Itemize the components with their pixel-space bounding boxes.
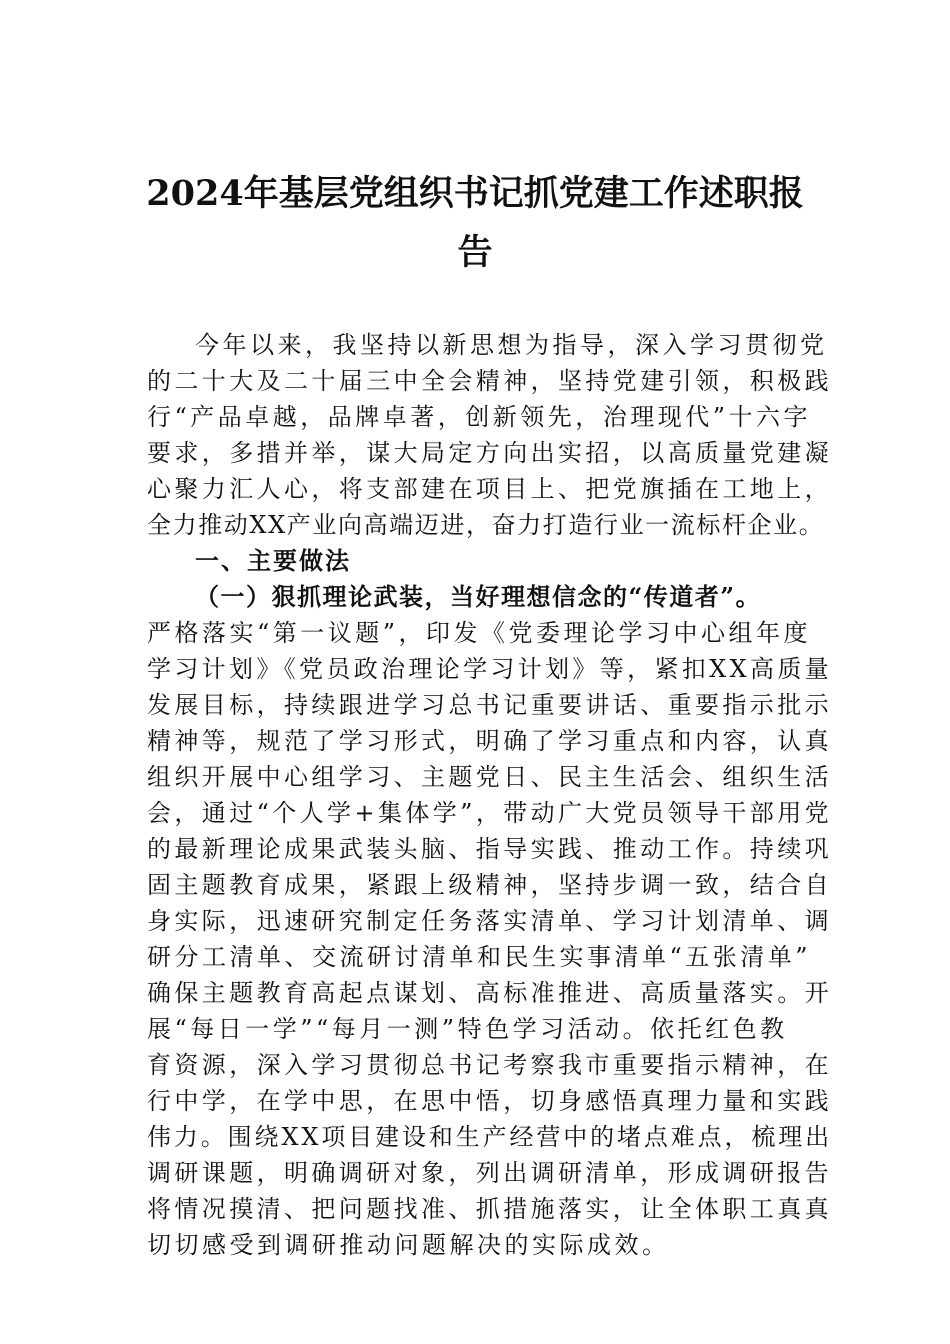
intro-line: 心聚力汇人心，将支部建在项目上、把党旗插在工地上， xyxy=(147,475,832,503)
paragraph-line: 精神等，规范了学习形式，明确了学习重点和内容，认真 xyxy=(147,727,832,755)
document-title-line-2: 告 xyxy=(457,232,493,273)
paragraph-line: 发展目标，持续跟进学习总书记重要讲话、重要指示批示 xyxy=(147,691,832,719)
paragraph-line: 身实际，迅速研究制定任务落实清单、学习计划清单、调 xyxy=(147,907,832,935)
paragraph-line: 的最新理论成果武装头脑、指导实践、推动工作。持续巩 xyxy=(147,835,832,863)
document-title-line-1: 2024年基层党组织书记抓党建工作述职报 xyxy=(146,173,804,214)
paragraph-line: 固主题教育成果，紧跟上级精神，坚持步调一致，结合自 xyxy=(147,871,832,899)
section-heading: 一、主要做法 xyxy=(195,547,351,575)
paragraph-line: 严格落实“第一议题”，印发《党委理论学习中心组年度 xyxy=(147,619,812,647)
intro-line: 要求，多措并举，谋大局定方向出实招，以高质量党建凝 xyxy=(147,439,832,467)
paragraph-line: 切切感受到调研推动问题解决的实际成效。 xyxy=(147,1231,670,1259)
paragraph-line: 育资源，深入学习贯彻总书记考察我市重要指示精神，在 xyxy=(147,1051,832,1079)
intro-line: 全力推动XX产业向高端迈进，奋力打造行业一流标杆企业。 xyxy=(147,511,825,539)
paragraph-line: 会，通过“个人学+集体学”，带动广大党员领导干部用党 xyxy=(147,799,832,827)
intro-line: 的二十大及二十届三中全会精神，坚持党建引领，积极践 xyxy=(147,367,832,395)
paragraph-line: 展“每日一学”“每月一测”特色学习活动。依托红色教 xyxy=(147,1015,788,1043)
paragraph-line: 确保主题教育高起点谋划、高标准推进、高质量落实。开 xyxy=(147,979,832,1007)
paragraph-line: 将情况摸清、把问题找准、抓措施落实，让全体职工真真 xyxy=(147,1195,832,1223)
paragraph-line: 调研课题，明确调研对象，列出调研清单，形成调研报告 xyxy=(147,1159,832,1187)
paragraph-line: 组织开展中心组学习、主题党日、民主生活会、组织生活 xyxy=(147,763,832,791)
paragraph-line: 伟力。围绕XX项目建设和生产经营中的堵点难点，梳理出 xyxy=(147,1123,832,1151)
intro-line: 行“产品卓越，品牌卓著，创新领先，治理现代”十六字 xyxy=(147,403,812,431)
paragraph-line: 行中学，在学中思，在思中悟，切身感悟真理力量和实践 xyxy=(147,1087,832,1115)
intro-line: 今年以来，我坚持以新思想为指导，深入学习贯彻党 xyxy=(195,331,828,359)
subsection-heading: （一）狠抓理论武装，当好理想信念的“传道者”。 xyxy=(195,582,762,611)
paragraph-line: 学习计划》《党员政治理论学习计划》等，紧扣XX高质量 xyxy=(147,655,832,683)
paragraph-line: 研分工清单、交流研讨清单和民生实事清单“五张清单” xyxy=(147,943,812,971)
